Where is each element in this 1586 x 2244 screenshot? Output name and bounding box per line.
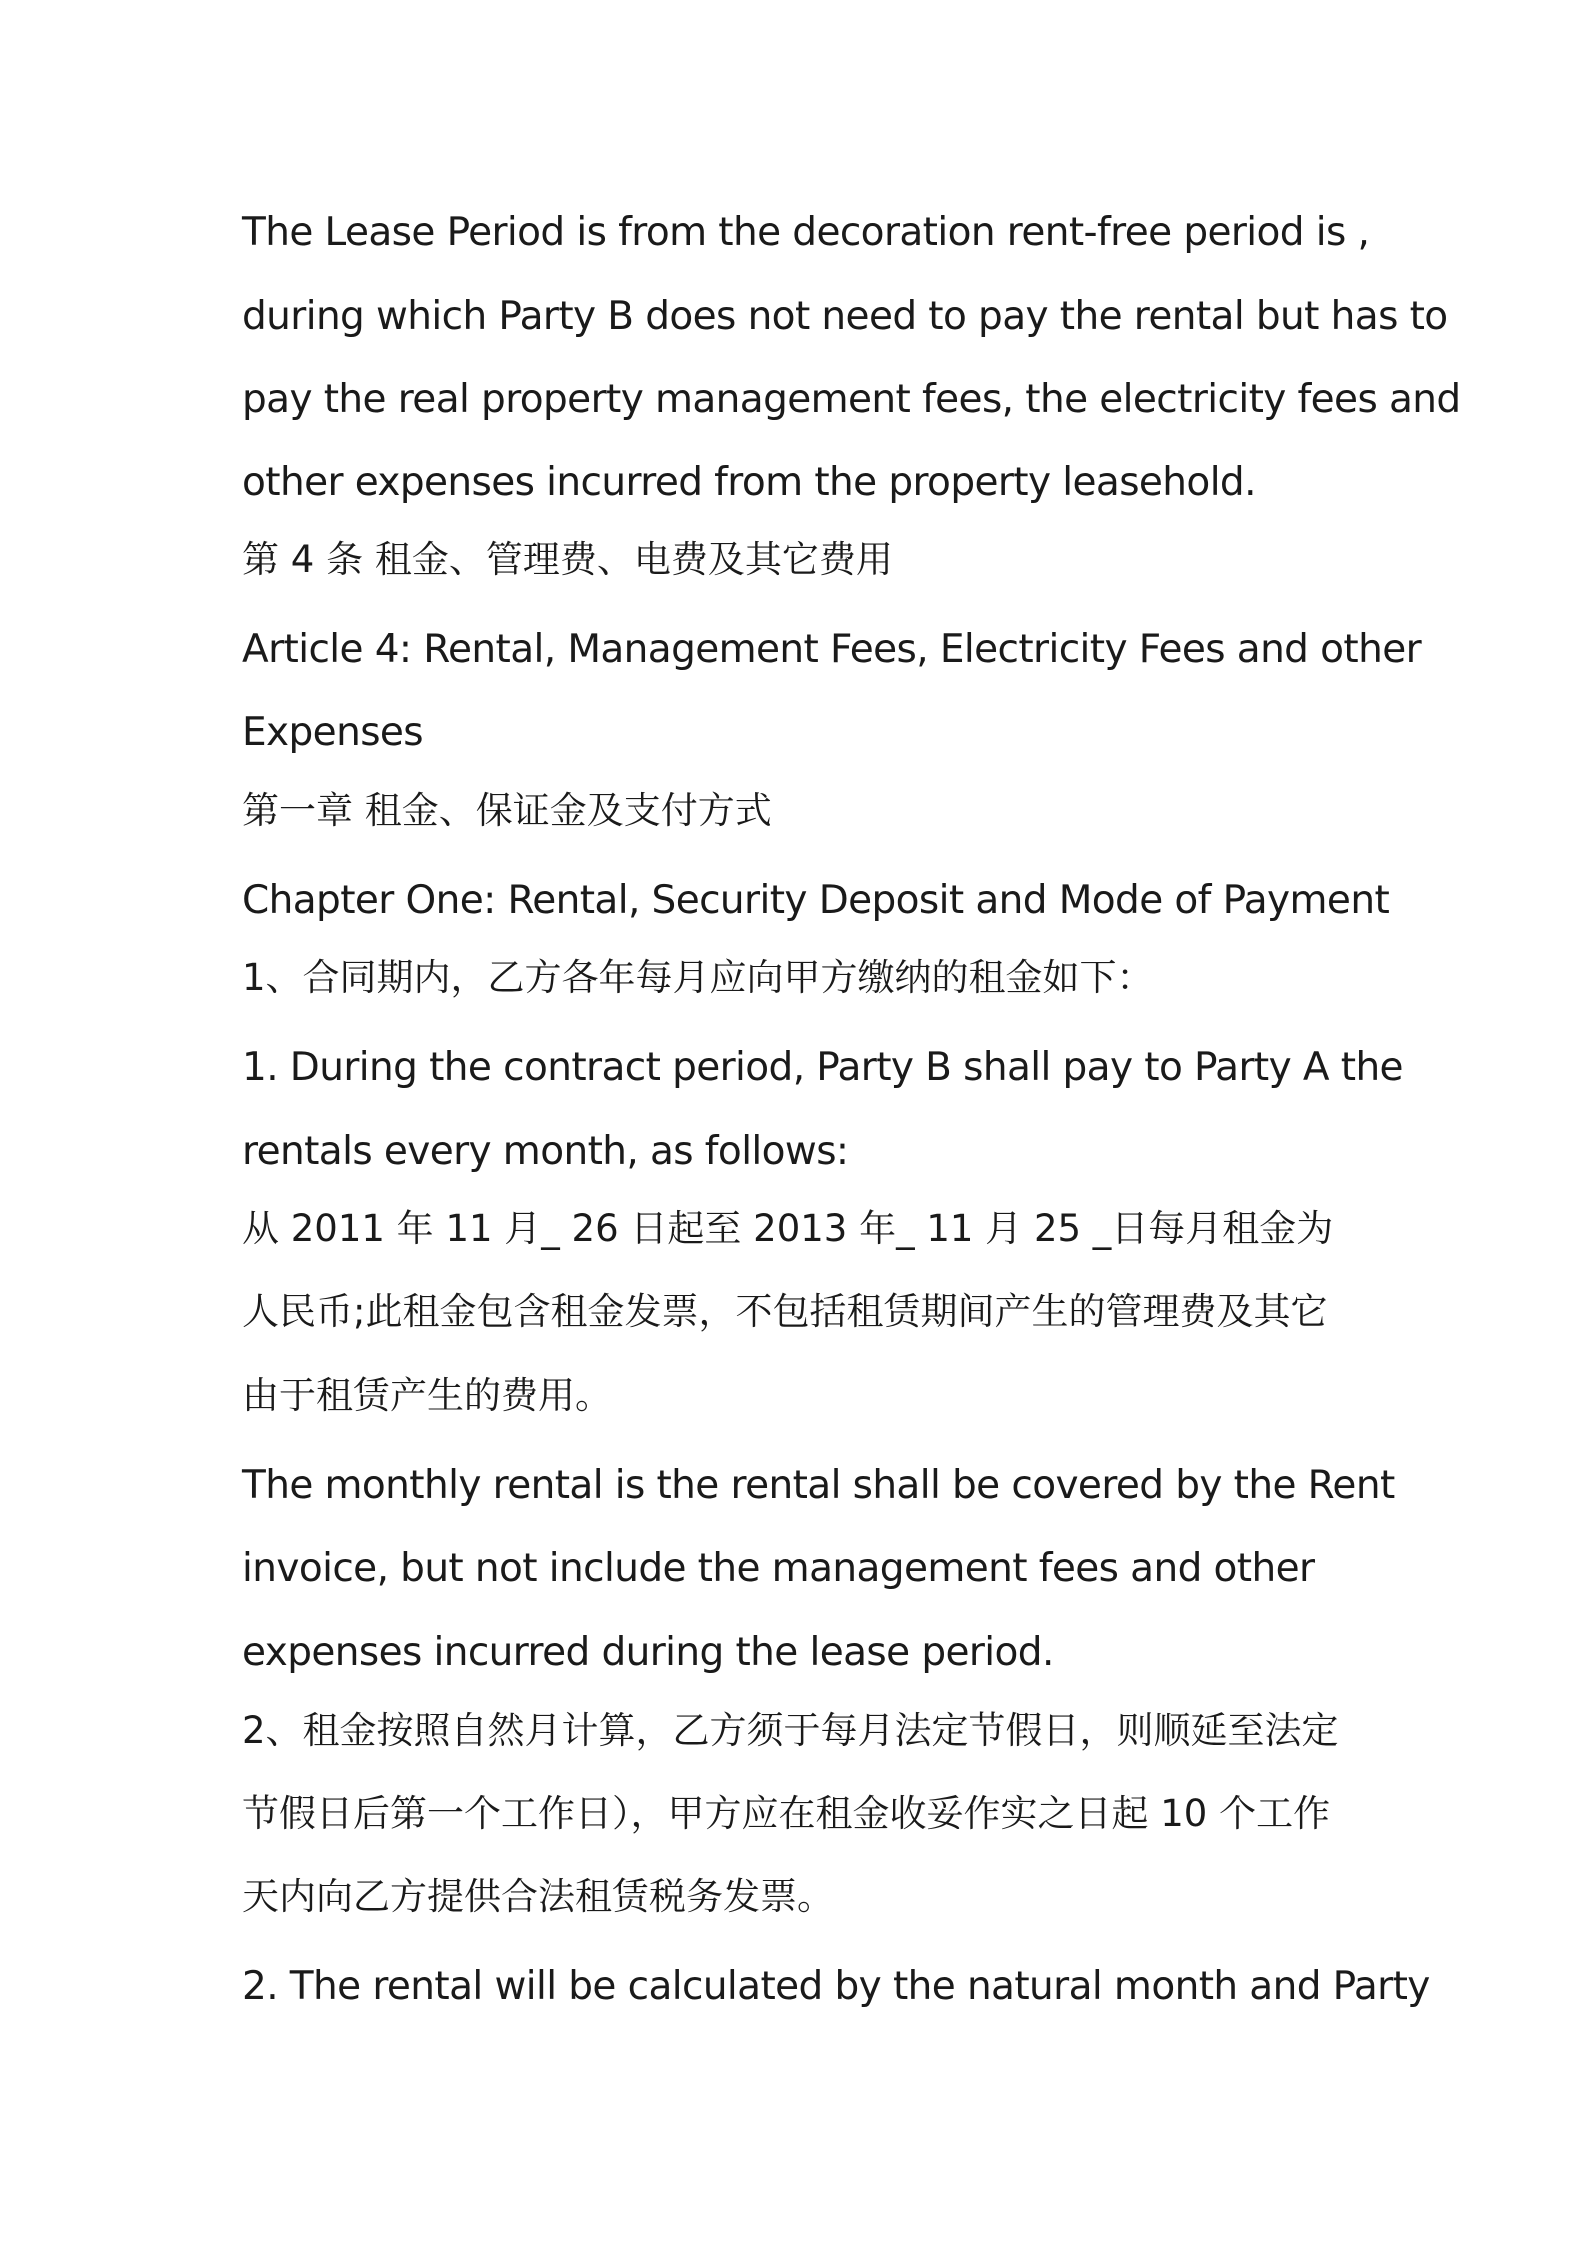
article-4-heading-zh: 第 4 条 租金、管理费、电费及其它费用: [242, 538, 893, 581]
monthly-rental-en-3: expenses incurred during the lease period.: [242, 1630, 1054, 1675]
article-4-heading-en-2: Expenses: [242, 710, 424, 755]
chapter-one-heading-en: Chapter One: Rental, Security Deposit and Mode of Payment: [242, 878, 1390, 923]
text-line-1: The Lease Period is from the decoration rent-free period is ,: [242, 210, 1370, 255]
text-line-4: other expenses incurred from the property leasehold.: [242, 460, 1256, 505]
clause-2-zh-1: 2、租金按照自然月计算，乙方须于每月法定节假日，则顺延至法定: [242, 1709, 1339, 1752]
text-line-2: during which Party B does not need to pay the rental but has to: [242, 294, 1448, 339]
clause-2-zh-2: 节假日后第一个工作日），甲方应在租金收妥作实之日起 10 个工作: [242, 1792, 1331, 1835]
clause-1-en-1: 1. During the contract period, Party B shall pay to Party A the: [242, 1045, 1403, 1090]
chapter-one-heading-zh: 第一章 租金、保证金及支付方式: [242, 789, 772, 832]
monthly-rental-en-1: The monthly rental is the rental shall be covered by the Rent: [242, 1463, 1395, 1508]
rental-period-zh-1: 从 2011 年 11 月_ 26 日起至 2013 年_ 11 月 25 _日每月租金为: [242, 1207, 1334, 1250]
clause-1-en-2: rentals every month, as follows:: [242, 1129, 849, 1174]
clause-2-zh-3: 天内向乙方提供合法租赁税务发票。: [242, 1875, 834, 1918]
text-line-3: pay the real property management fees, the electricity fees and: [242, 377, 1461, 422]
monthly-rental-en-2: invoice, but not include the management fees and other: [242, 1546, 1315, 1591]
article-4-heading-en-1: Article 4: Rental, Management Fees, Electricity Fees and other: [242, 627, 1422, 672]
rental-period-zh-2: 人民币;此租金包含租金发票，不包括租赁期间产生的管理费及其它: [242, 1290, 1328, 1333]
clause-1-zh: 1、合同期内，乙方各年每月应向甲方缴纳的租金如下：: [242, 956, 1154, 999]
rental-period-zh-3: 由于租赁产生的费用。: [242, 1374, 612, 1417]
clause-2-en-1: 2. The rental will be calculated by the natural month and Party: [242, 1964, 1430, 2009]
